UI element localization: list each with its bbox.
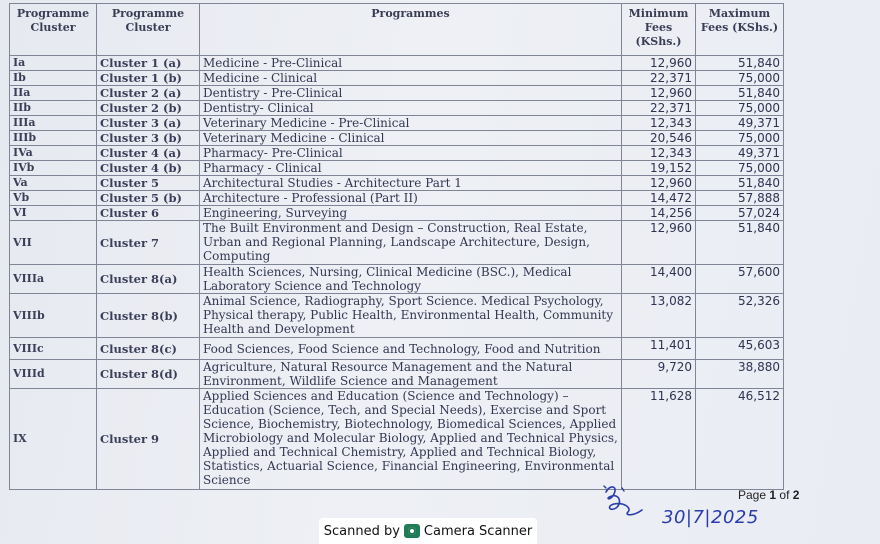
table-row bbox=[10, 146, 784, 161]
programmes-cell: Dentistry- Clinical bbox=[200, 101, 622, 116]
programmes-cell: Veterinary Medicine - Clinical bbox=[200, 131, 622, 146]
minimum-fee: 14,472 bbox=[622, 191, 696, 206]
maximum-fee: 52,326 bbox=[696, 294, 784, 338]
maximum-fee: 75,000 bbox=[696, 161, 784, 176]
programmes-cell: Food Sciences, Food Science and Technology, Food and Nutrition bbox=[200, 338, 622, 360]
maximum-fee: 49,371 bbox=[696, 116, 784, 131]
header-programme-cluster: Programme Cluster bbox=[97, 4, 200, 56]
minimum-fee: 19,152 bbox=[622, 161, 696, 176]
table-row bbox=[10, 176, 784, 191]
page-label: Page bbox=[738, 488, 767, 502]
minimum-fee: 12,960 bbox=[622, 56, 696, 71]
fees-table-body bbox=[10, 56, 784, 490]
maximum-fee: 57,024 bbox=[696, 206, 784, 221]
handwritten-signature bbox=[598, 482, 658, 522]
table-row bbox=[10, 265, 784, 294]
programme-cluster: Cluster 8(a) bbox=[97, 265, 200, 294]
table-row bbox=[10, 191, 784, 206]
minimum-fee: 12,343 bbox=[622, 116, 696, 131]
programme-code: IIIb bbox=[10, 131, 97, 146]
minimum-fee: 12,343 bbox=[622, 146, 696, 161]
scanner-app-name: Camera Scanner bbox=[423, 523, 533, 539]
table-header-row bbox=[10, 4, 784, 56]
programme-code: Ib bbox=[10, 71, 97, 86]
programme-code: VI bbox=[10, 206, 97, 221]
minimum-fee: 13,082 bbox=[622, 294, 696, 338]
maximum-fee: 49,371 bbox=[696, 146, 784, 161]
maximum-fee: 45,603 bbox=[696, 338, 784, 360]
header-programme-code: Programme Cluster bbox=[10, 4, 97, 56]
programme-code: IX bbox=[10, 389, 97, 490]
maximum-fee: 46,512 bbox=[696, 389, 784, 490]
table-row bbox=[10, 221, 784, 265]
maximum-fee: 51,840 bbox=[696, 56, 784, 71]
scanner-watermark bbox=[319, 518, 537, 544]
maximum-fee: 75,000 bbox=[696, 101, 784, 116]
programmes-cell: The Built Environment and Design – Construction, Real Estate, Urban and Regional Planning, Landscape Architecture, Design, Computing bbox=[200, 221, 622, 265]
header-programmes: Programmes bbox=[200, 4, 622, 56]
programme-cluster: Cluster 8(b) bbox=[97, 294, 200, 338]
minimum-fee: 9,720 bbox=[622, 360, 696, 389]
minimum-fee: 11,628 bbox=[622, 389, 696, 490]
minimum-fee: 22,371 bbox=[622, 101, 696, 116]
camera-scanner-icon bbox=[404, 524, 420, 538]
programme-cluster: Cluster 1 (a) bbox=[97, 56, 200, 71]
programme-code: VIIId bbox=[10, 360, 97, 389]
programme-code: VIIIc bbox=[10, 338, 97, 360]
programme-cluster: Cluster 8(c) bbox=[97, 338, 200, 360]
programme-cluster: Cluster 7 bbox=[97, 221, 200, 265]
table-row bbox=[10, 206, 784, 221]
programme-code: IIIa bbox=[10, 116, 97, 131]
programmes-cell: Medicine - Pre-Clinical bbox=[200, 56, 622, 71]
page-total: 2 bbox=[792, 488, 800, 502]
programme-cluster: Cluster 9 bbox=[97, 389, 200, 490]
programmes-cell: Engineering, Surveying bbox=[200, 206, 622, 221]
programmes-cell: Applied Sciences and Education (Science and Technology) – Education (Science, Tech, and Special Needs), Exercise and Sport Science, Biochemistry, Biotechnology, Biomedical Sciences, Applied Microbiology and Molecular Biology, Applied and Technical Physics, Applied and Technical Chemistry, Applied and Technical Biology, Statistics, Actuarial Science, Financial Engineering, Environmental Science bbox=[200, 389, 622, 490]
programmes-cell: Pharmacy - Clinical bbox=[200, 161, 622, 176]
programmes-cell: Veterinary Medicine - Pre-Clinical bbox=[200, 116, 622, 131]
programme-code: IVa bbox=[10, 146, 97, 161]
maximum-fee: 57,600 bbox=[696, 265, 784, 294]
table-row bbox=[10, 86, 784, 101]
table-row bbox=[10, 161, 784, 176]
minimum-fee: 11,401 bbox=[622, 338, 696, 360]
maximum-fee: 51,840 bbox=[696, 176, 784, 191]
scanner-prefix: Scanned by bbox=[323, 523, 400, 539]
minimum-fee: 14,400 bbox=[622, 265, 696, 294]
programme-cluster: Cluster 5 (b) bbox=[97, 191, 200, 206]
maximum-fee: 38,880 bbox=[696, 360, 784, 389]
table-row bbox=[10, 294, 784, 338]
page-number bbox=[738, 488, 799, 502]
programmes-cell: Dentistry - Pre-Clinical bbox=[200, 86, 622, 101]
maximum-fee: 51,840 bbox=[696, 221, 784, 265]
table-row bbox=[10, 338, 784, 360]
minimum-fee: 12,960 bbox=[622, 221, 696, 265]
minimum-fee: 14,256 bbox=[622, 206, 696, 221]
programme-cluster: Cluster 8(d) bbox=[97, 360, 200, 389]
programme-cluster: Cluster 4 (a) bbox=[97, 146, 200, 161]
programmes-cell: Architecture - Professional (Part II) bbox=[200, 191, 622, 206]
programme-cluster: Cluster 3 (b) bbox=[97, 131, 200, 146]
programme-cluster: Cluster 6 bbox=[97, 206, 200, 221]
programme-code: VII bbox=[10, 221, 97, 265]
maximum-fee: 57,888 bbox=[696, 191, 784, 206]
programmes-cell: Health Sciences, Nursing, Clinical Medicine (BSC.), Medical Laboratory Science and Technology bbox=[200, 265, 622, 294]
programme-code: IIb bbox=[10, 101, 97, 116]
maximum-fee: 75,000 bbox=[696, 131, 784, 146]
programme-code: VIIIb bbox=[10, 294, 97, 338]
programme-cluster: Cluster 4 (b) bbox=[97, 161, 200, 176]
minimum-fee: 22,371 bbox=[622, 71, 696, 86]
handwritten-date: 30|7|2025 bbox=[662, 507, 759, 528]
programmes-cell: Medicine - Clinical bbox=[200, 71, 622, 86]
programme-cluster: Cluster 3 (a) bbox=[97, 116, 200, 131]
programme-code: VIIIa bbox=[10, 265, 97, 294]
programme-code: Ia bbox=[10, 56, 97, 71]
programmes-cell: Agriculture, Natural Resource Management and the Natural Environment, Wildlife Science and Management bbox=[200, 360, 622, 389]
table-row bbox=[10, 360, 784, 389]
page-of: of bbox=[779, 488, 790, 502]
table-row bbox=[10, 56, 784, 71]
programmes-cell: Animal Science, Radiography, Sport Science. Medical Psychology, Physical therapy, Public Health, Environmental Health, Community Health and Development bbox=[200, 294, 622, 338]
programme-cluster: Cluster 5 bbox=[97, 176, 200, 191]
programme-code: IIa bbox=[10, 86, 97, 101]
header-maximum-fees: Maximum Fees (KShs.) bbox=[696, 4, 784, 56]
programmes-cell: Pharmacy- Pre-Clinical bbox=[200, 146, 622, 161]
programme-code: Vb bbox=[10, 191, 97, 206]
table-row bbox=[10, 71, 784, 86]
programme-code: IVb bbox=[10, 161, 97, 176]
header-minimum-fees: Minimum Fees (KShs.) bbox=[622, 4, 696, 56]
table-row bbox=[10, 389, 784, 490]
maximum-fee: 75,000 bbox=[696, 71, 784, 86]
table-row bbox=[10, 131, 784, 146]
minimum-fee: 20,546 bbox=[622, 131, 696, 146]
minimum-fee: 12,960 bbox=[622, 176, 696, 191]
table-row bbox=[10, 101, 784, 116]
minimum-fee: 12,960 bbox=[622, 86, 696, 101]
page-current: 1 bbox=[769, 488, 777, 502]
programme-cluster: Cluster 1 (b) bbox=[97, 71, 200, 86]
programme-cluster: Cluster 2 (b) bbox=[97, 101, 200, 116]
fees-table bbox=[9, 3, 784, 490]
programmes-cell: Architectural Studies - Architecture Part 1 bbox=[200, 176, 622, 191]
maximum-fee: 51,840 bbox=[696, 86, 784, 101]
programme-cluster: Cluster 2 (a) bbox=[97, 86, 200, 101]
table-row bbox=[10, 116, 784, 131]
programme-code: Va bbox=[10, 176, 97, 191]
